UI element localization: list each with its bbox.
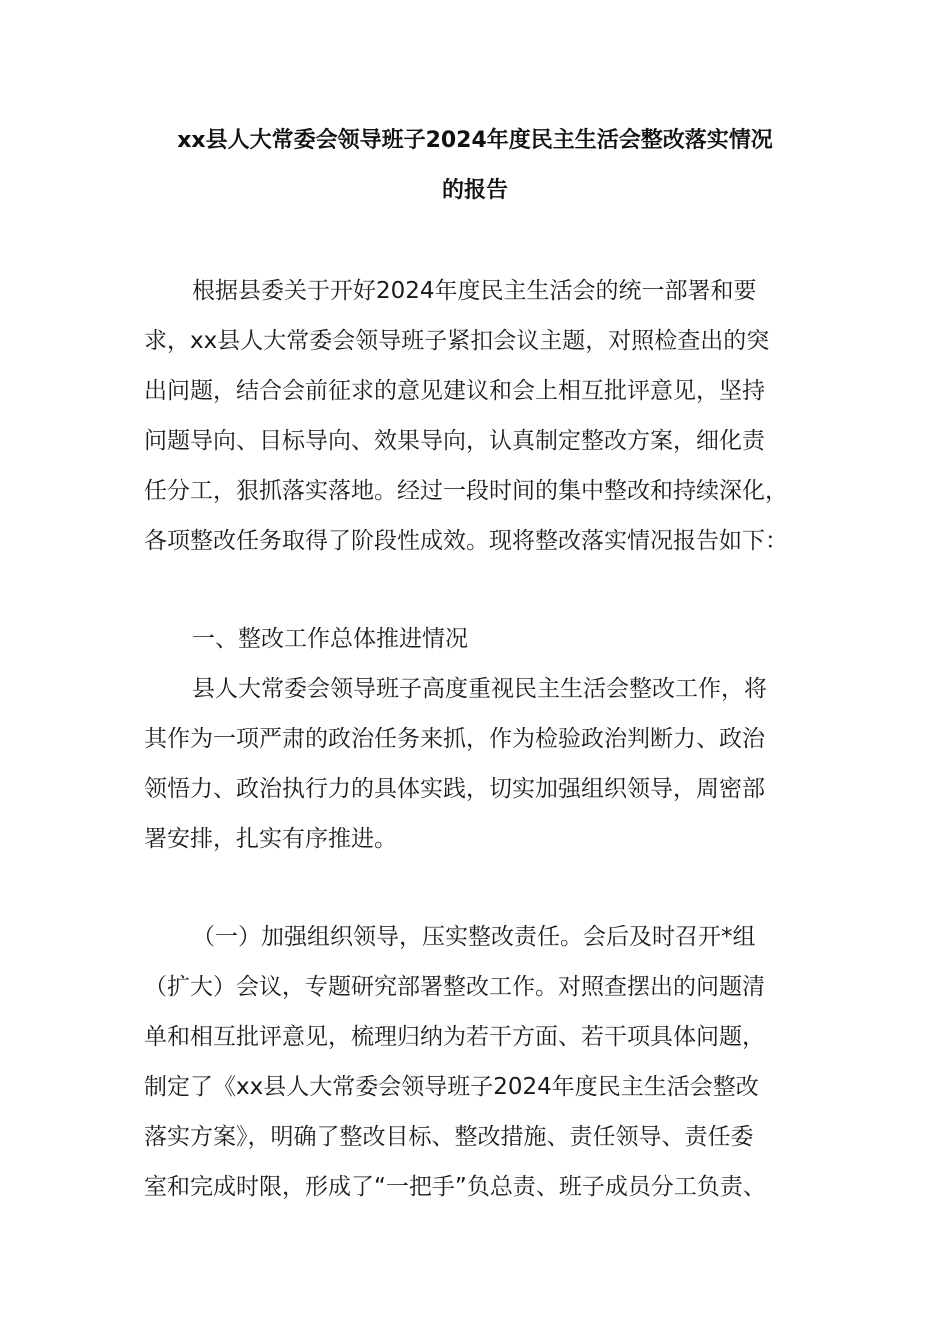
subsection-line: 落实方案》，明确了整改目标、整改措施、责任领导、责任委: [144, 1124, 754, 1150]
intro-line: 根据县委关于开好2024年度民主生活会的统一部署和要: [192, 278, 757, 304]
intro-line: 出问题，结合会前征求的意见建议和会上相互批评意见，坚持: [144, 378, 765, 404]
section-line: 领悟力、政治执行力的具体实践，切实加强组织领导，周密部: [144, 776, 765, 802]
intro-line: 任分工，狠抓落实落地。经过一段时间的集中整改和持续深化，: [144, 478, 788, 504]
section-line: 其作为一项严肃的政治任务来抓，作为检验政治判断力、政治: [144, 726, 765, 752]
intro-line: 各项整改任务取得了阶段性成效。现将整改落实情况报告如下：: [144, 528, 788, 554]
document-title-line-1: xx县人大常委会领导班子2024年度民主生活会整改落实情况: [177, 128, 773, 153]
subsection-line: 室和完成时限，形成了“一把手”负总责、班子成员分工负责、: [144, 1174, 766, 1200]
section-heading: 一、整改工作总体推进情况: [192, 626, 468, 652]
intro-line: 问题导向、目标导向、效果导向，认真制定整改方案，细化责: [144, 428, 765, 454]
intro-line: 求，xx县人大常委会领导班子紧扣会议主题，对照检查出的突: [144, 328, 770, 354]
section-line: 县人大常委会领导班子高度重视民主生活会整改工作，将: [192, 676, 767, 702]
subsection-line: 制定了《xx县人大常委会领导班子2024年度民主生活会整改: [144, 1074, 759, 1100]
section-line: 署安排，扎实有序推进。: [144, 826, 397, 852]
subsection-line: （一）加强组织领导，压实整改责任。会后及时召开*组: [192, 924, 756, 950]
document-title-line-2: 的报告: [441, 178, 508, 203]
subsection-line: （扩大）会议，专题研究部署整改工作。对照查摆出的问题清: [144, 974, 765, 1000]
subsection-line: 单和相互批评意见，梳理归纳为若干方面、若干项具体问题，: [144, 1024, 765, 1050]
